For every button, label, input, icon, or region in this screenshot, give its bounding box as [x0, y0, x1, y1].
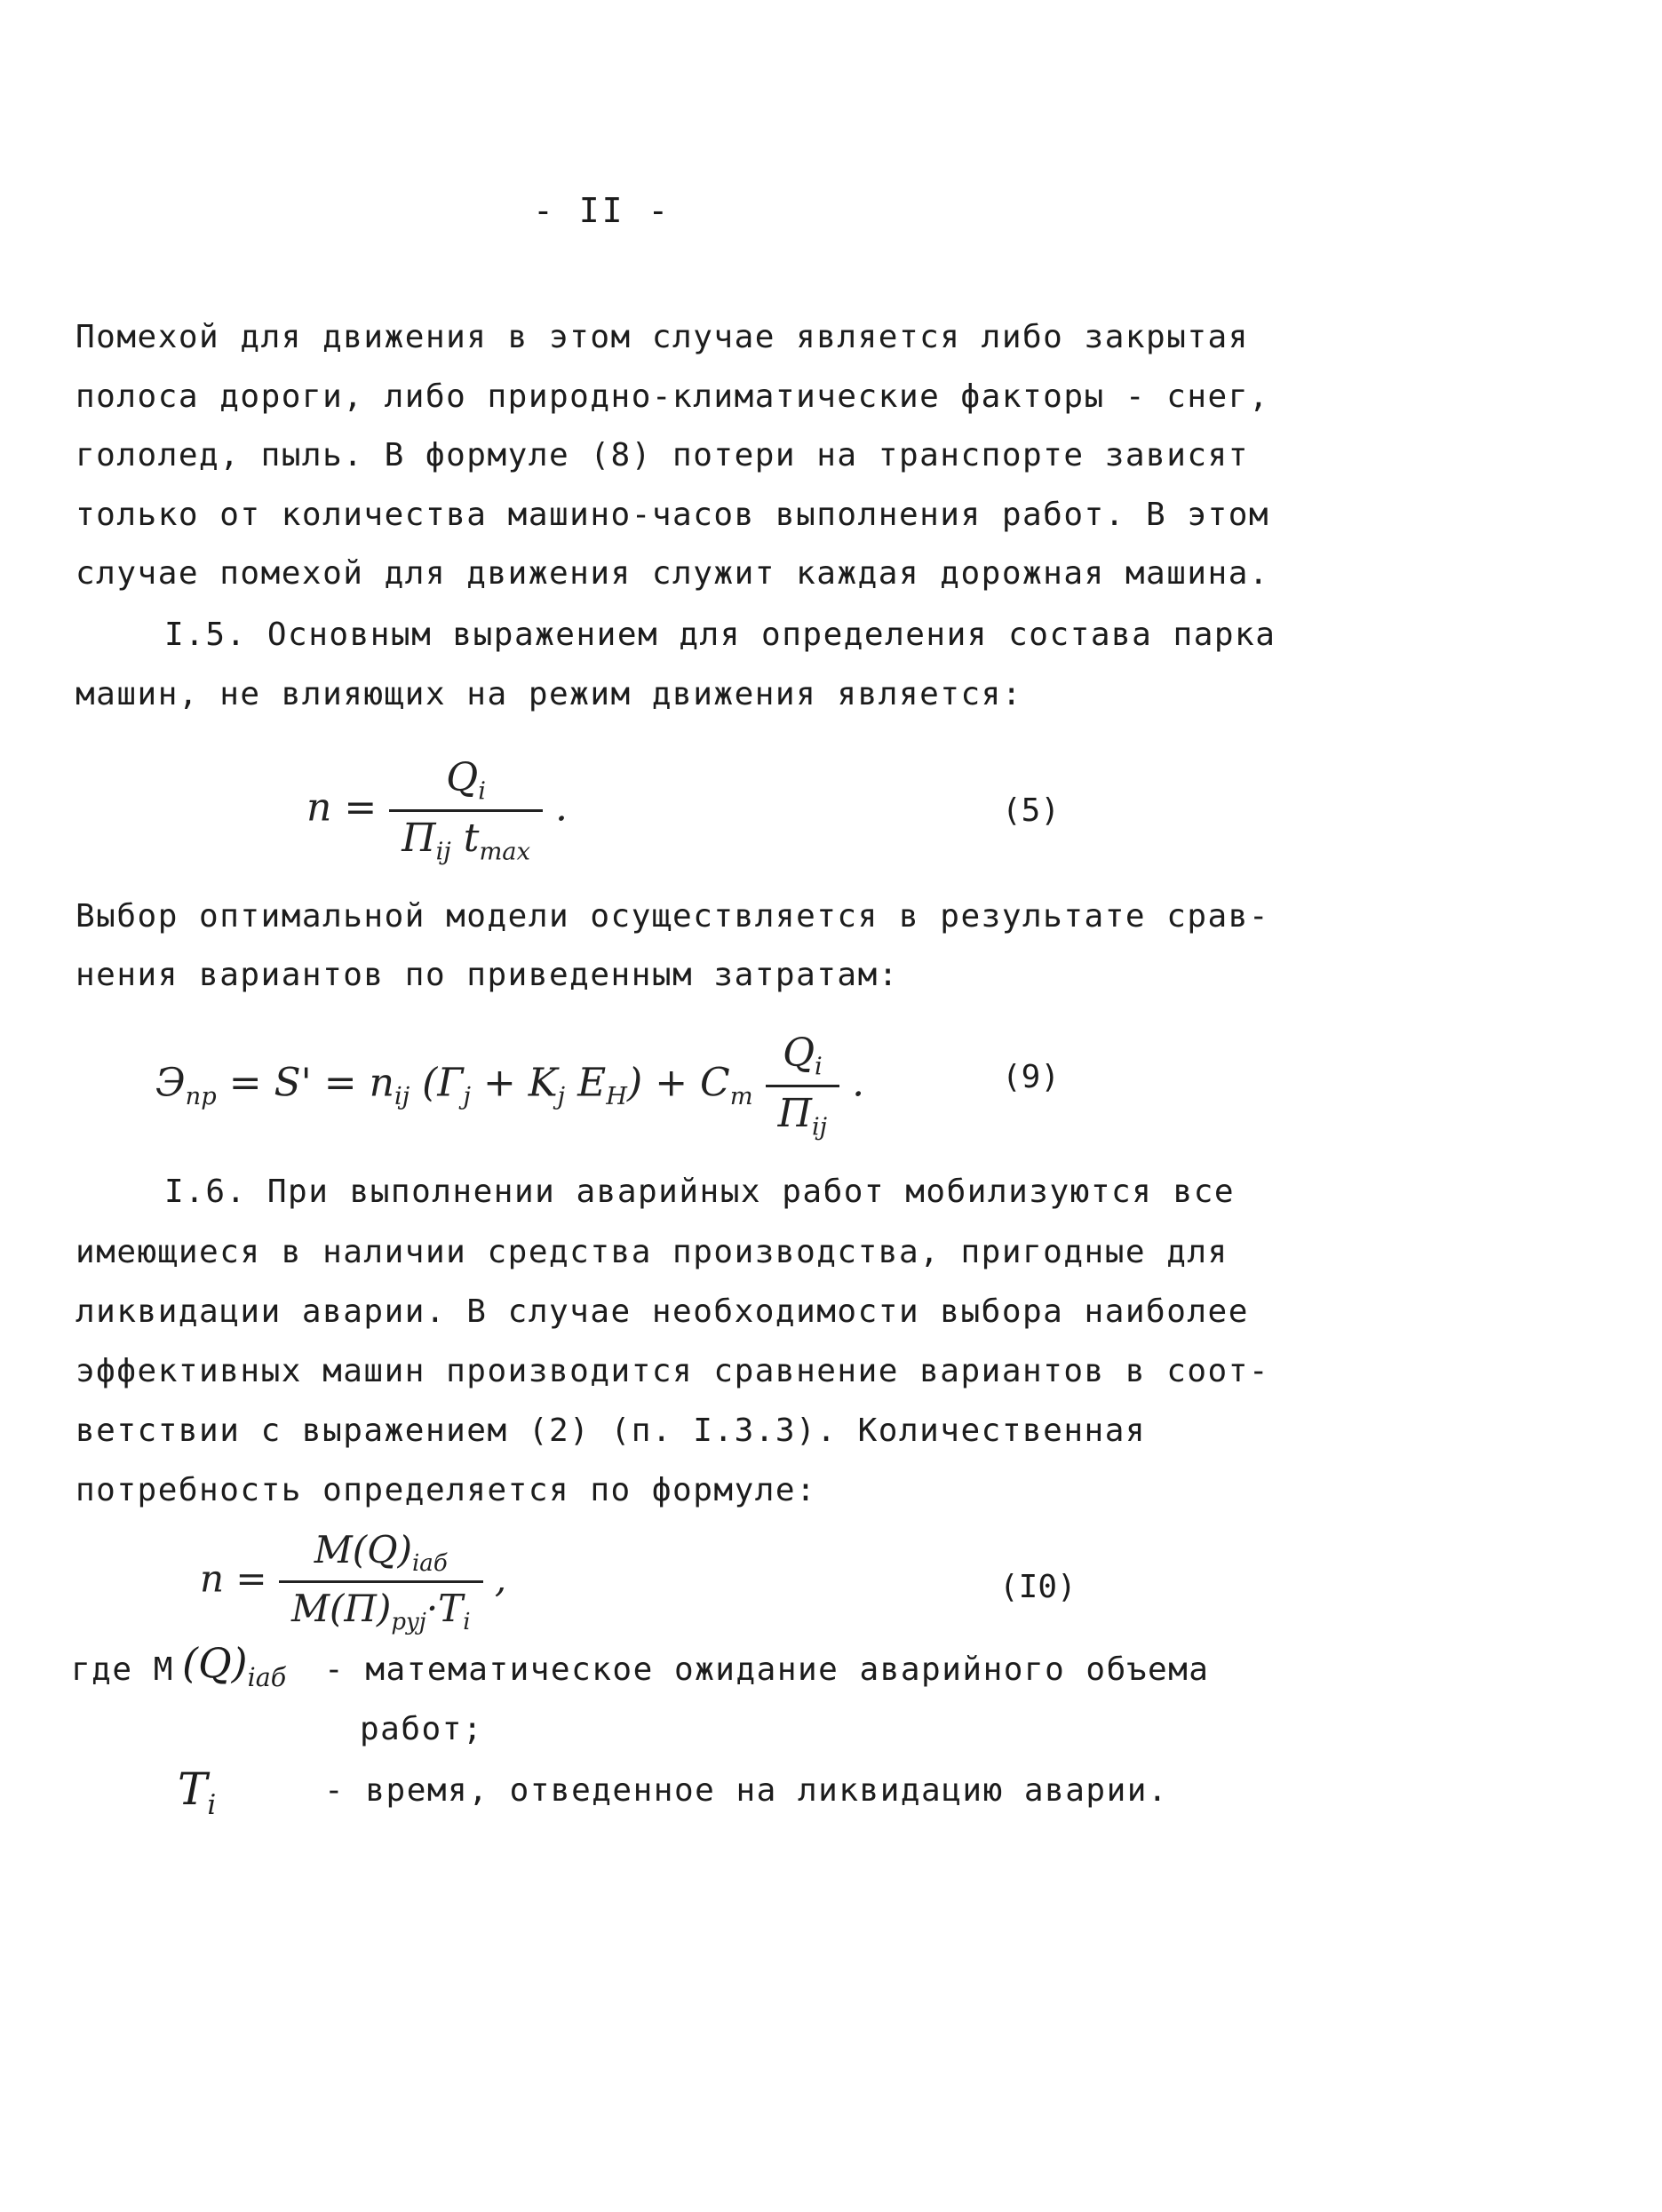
fraction — [766, 1030, 840, 1141]
text-line: имеющиеся в наличии средства производства, пригодные для — [76, 1234, 1229, 1270]
fraction-denominator: $M(П)_{рyj}\cdot T_i$ — [279, 1580, 483, 1635]
formula-lhs: n = — [306, 784, 378, 831]
text-line: ветствии с выражением (2) (п. I.3.3). Количественная — [76, 1412, 1147, 1449]
text-line: Помехой для движения в этом случае является либо закрытая — [76, 319, 1249, 355]
text-line: гололед, пыль. В формуле (8) потери на транспорте зависят — [76, 437, 1249, 473]
text-line: нения вариантов по приведенным затратам: — [76, 957, 899, 993]
fraction-numerator: $Q_i$ — [446, 755, 486, 806]
formula-10: n = $\frac{M(Q)_{iаб}}{M(П)_{рyj}\cdot T_i}$ , — [200, 1528, 507, 1636]
def2-text: - время, отведенное на ликвидацию аварии. — [324, 1772, 1169, 1809]
formula-tail: . — [554, 784, 568, 831]
text-line: только от количества машино-часов выполнения работ. В этом — [76, 497, 1270, 533]
text-line: случае помехой для движения служит каждая дорожная машина. — [76, 555, 1270, 592]
fraction-denominator: $П_{ij}$ $t_{max}$ — [389, 809, 543, 866]
text-line: I.5. Основным выражением для определения состава парка — [164, 617, 1276, 653]
def1-symbol: $(Q)_{iаб}$ — [182, 1639, 287, 1692]
fraction — [279, 1528, 483, 1635]
fraction-numerator: $M(Q)_{iаб}$ — [314, 1528, 448, 1578]
equation-number: (9) — [1002, 1059, 1061, 1095]
text-line: полоса дороги, либо природно-климатические факторы - снег, — [76, 378, 1270, 415]
fraction-numerator: $Q_i$ — [782, 1030, 823, 1081]
equation-number: (I0) — [999, 1569, 1077, 1605]
text-line: ликвидации аварии. В случае необходимости выбора наиболее — [76, 1293, 1249, 1330]
def1-text: - математическое ожидание аварийного объема — [324, 1651, 1210, 1688]
text-line: машин, не влияющих на режим движения является: — [76, 676, 1022, 712]
text-line: эффективных машин производится сравнение вариантов в соот- — [76, 1353, 1270, 1389]
fraction-denominator: $П_{ij}$ — [766, 1085, 840, 1142]
equation-number: (5) — [1002, 792, 1061, 829]
fraction — [389, 755, 543, 865]
text-line: потребность определяется по формуле: — [76, 1472, 817, 1508]
text-line: Выбор оптимальной модели осуществляется в результате срав- — [76, 898, 1270, 935]
def1-text-cont: работ; — [360, 1711, 484, 1747]
def2-symbol: $T_i$ — [178, 1763, 217, 1821]
text-line: I.6. При выполнении аварийных работ мобилизуются все — [164, 1174, 1236, 1210]
page-number: - II - — [533, 191, 672, 230]
formula-5 — [306, 755, 568, 865]
where-label: где М — [71, 1651, 174, 1688]
formula-9: $Э_{пр} = S' = n_{ij}$ ($Г_j + K_j$ $E_H) + C_m$ $\frac{Q_i}{П_{ij}}$ . — [155, 1030, 865, 1142]
